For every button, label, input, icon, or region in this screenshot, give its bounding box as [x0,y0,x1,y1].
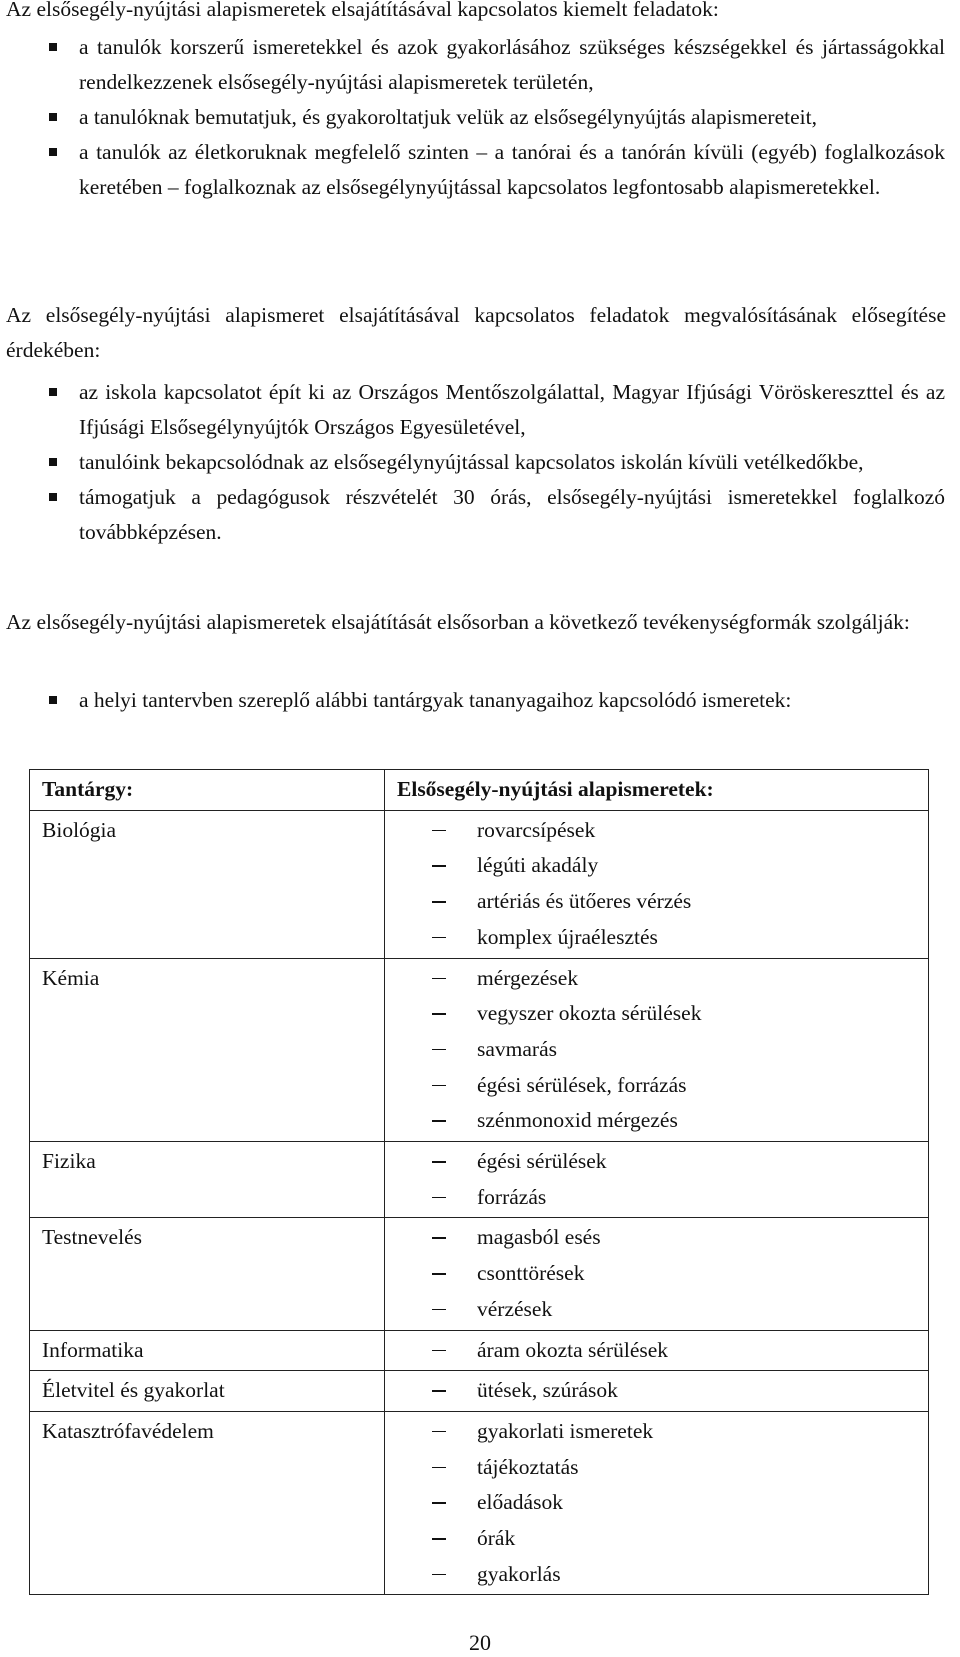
support-heading: Az elsősegély-nyújtási alapismeret elsajátításával kapcsolatos feladatok megvalósításának elősegítése érdekében: [6,303,946,362]
topic-item: szénmonoxid mérgezés [397,1103,916,1139]
dash-icon [432,937,446,939]
subject-cell: Testnevelés [30,1218,385,1330]
topic-item: mérgezések [397,961,916,997]
dash-icon [432,1085,446,1087]
topic-item: gyakorlati ismeretek [397,1414,916,1450]
dash-icon [432,865,446,867]
intro-bullet-list [0,30,945,205]
table-row [30,1330,929,1371]
table-row [30,1411,929,1595]
table-row [30,1218,929,1330]
topic-item: forrázás [397,1180,916,1216]
dash-icon [432,978,446,980]
dash-icon [432,1467,446,1469]
dash-icon [432,1237,446,1239]
topic-item: artériás és ütőeres vérzés [397,884,916,920]
square-bullet-icon [49,148,57,156]
topics-cell [385,1218,929,1330]
topics-cell [385,1371,929,1412]
topic-item: vegyszer okozta sérülések [397,996,916,1032]
subject-cell: Biológia [30,810,385,958]
topic-item: komplex újraélesztés [397,920,916,956]
list-item: az iskola kapcsolatot épít ki az Országos Mentőszolgálattal, Magyar Ifjúsági Vöröskereszttel és az Ifjúsági Elsősegélynyújtók Országos Egyesületével, [0,375,945,445]
topic-item: áram okozta sérülések [397,1333,916,1369]
subject-cell: Fizika [30,1142,385,1218]
square-bullet-icon [49,458,57,466]
table-row [30,810,929,958]
list-item: a tanulók az életkoruknak megfelelő szinten – a tanórai és a tanórán kívüli (egyéb) foglalkozások keretében – foglalkoznak az elsősegélynyújtással kapcsolatos legfontosabb alapismeretekkel. [0,135,945,205]
dash-icon [432,1502,446,1504]
topics-cell [385,810,929,958]
dash-icon [432,1538,446,1540]
dash-icon [432,1161,446,1163]
square-bullet-icon [49,493,57,501]
square-bullet-icon [49,388,57,396]
subject-cell: Életvitel és gyakorlat [30,1371,385,1412]
topics-cell [385,1142,929,1218]
dash-icon [432,1350,446,1352]
topics-cell [385,1330,929,1371]
column-header-subject: Tantárgy: [30,770,385,811]
topic-item: órák [397,1521,916,1557]
dash-icon [432,1049,446,1051]
dash-icon [432,1273,446,1275]
square-bullet-icon [49,113,57,121]
topic-item: légúti akadály [397,848,916,884]
topic-item: magasból esés [397,1220,916,1256]
table-row [30,1371,929,1412]
table-row [30,1142,929,1218]
square-bullet-icon [49,696,57,704]
table-row [30,958,929,1142]
dash-icon [432,1390,446,1392]
list-item: támogatjuk a pedagógusok részvételét 30 órás, elsősegély-nyújtási ismeretekkel foglalkozó továbbképzésen. [0,480,945,550]
subject-cell: Informatika [30,1330,385,1371]
page-number: 20 [469,1630,491,1655]
forms-bullet-list [0,683,945,718]
intro-heading: Az elsősegély-nyújtási alapismeretek elsajátításával kapcsolatos kiemelt feladatok: [6,0,719,21]
topic-item: égési sérülések, forrázás [397,1068,916,1104]
dash-icon [432,1120,446,1122]
topic-item: előadások [397,1485,916,1521]
topic-item: égési sérülések [397,1144,916,1180]
topic-item: savmarás [397,1032,916,1068]
dash-icon [432,830,446,832]
topic-item: csonttörések [397,1256,916,1292]
dash-icon [432,901,446,903]
dash-icon [432,1574,446,1576]
topic-item: vérzések [397,1292,916,1328]
list-item: a tanulóknak bemutatjuk, és gyakoroltatjuk velük az elsősegélynyújtás alapismereteit, [0,100,945,135]
support-bullet-list [0,375,945,550]
topic-item: ütések, szúrások [397,1373,916,1409]
subjects-table [29,769,929,1595]
dash-icon [432,1013,446,1015]
topic-item: rovarcsípések [397,813,916,849]
list-item: tanulóink bekapcsolódnak az elsősegélynyújtással kapcsolatos iskolán kívüli vetélkedőkbe, [0,445,945,480]
column-header-first-aid: Elsősegély-nyújtási alapismeretek: [385,770,929,811]
topic-item: gyakorlás [397,1557,916,1593]
subject-cell: Kémia [30,958,385,1142]
dash-icon [432,1309,446,1311]
dash-icon [432,1431,446,1433]
list-item: a tanulók korszerű ismeretekkel és azok gyakorlásához szükséges készségekkel és jártasságokkal rendelkezzenek elsősegély-nyújtási alapismeretek területén, [0,30,945,100]
topic-item: tájékoztatás [397,1450,916,1486]
list-item: a helyi tantervben szereplő alábbi tantárgyak tananyagaihoz kapcsolódó ismeretek: [0,683,945,718]
topics-cell [385,958,929,1142]
topics-cell [385,1411,929,1595]
dash-icon [432,1197,446,1199]
table-header-row [30,770,929,811]
square-bullet-icon [49,43,57,51]
subject-cell: Katasztrófavédelem [30,1411,385,1595]
forms-heading: Az elsősegély-nyújtási alapismeretek elsajátítását elsősorban a következő tevékenységformák szolgálják: [6,610,910,634]
